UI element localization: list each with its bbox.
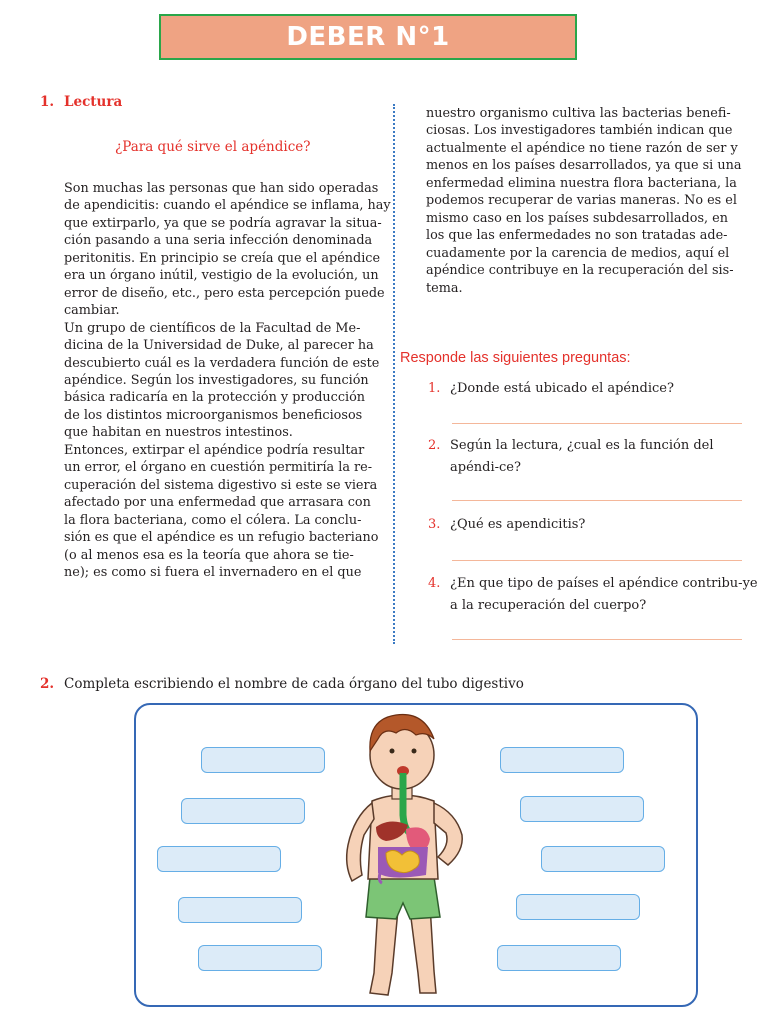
reading-title: ¿Para qué sirve el apéndice? — [115, 139, 311, 155]
reading-line: ciosas. Los investigadores también indican que — [426, 123, 733, 139]
reading-line: que habitan en nuestros intestinos. — [64, 425, 293, 441]
column-divider — [393, 104, 395, 644]
organ-label-box-right-1[interactable] — [500, 747, 624, 773]
reading-line: de los distintos microorganismos beneficiosos — [64, 407, 363, 423]
organ-label-box-right-3[interactable] — [541, 846, 665, 872]
title-banner — [159, 14, 577, 60]
reading-line: tema. — [426, 280, 463, 296]
digestive-system-boy-illustration — [330, 705, 480, 1005]
organ-label-box-left-4[interactable] — [178, 897, 302, 923]
reading-line: descubierto cuál es la verdadera función de este — [64, 355, 380, 371]
reading-line: Entonces, extirpar el apéndice podría resultar — [64, 442, 365, 458]
banner-title: DEBER N°1 — [286, 22, 450, 52]
reading-line: nuestro organismo cultiva las bacterias benefi- — [426, 106, 731, 121]
reading-line: afectado por una enfermedad que arrasara con — [64, 495, 371, 511]
reading-line: ción pasando a una seria infección denominada — [64, 233, 373, 249]
question-text: ¿En que tipo de países el apéndice contribu-ye a la recuperación del cuerpo? — [450, 576, 758, 613]
question-number: 2. — [428, 438, 441, 453]
reading-line: actualmente el apéndice no tiene razón de ser y — [426, 140, 738, 156]
organ-label-box-left-2[interactable] — [181, 798, 305, 824]
reading-left-column — [64, 180, 391, 581]
reading-line: error de diseño, etc., pero esta percepción puede — [64, 285, 385, 301]
question-text: ¿Qué es apendicitis? — [450, 517, 586, 532]
organ-label-box-right-4[interactable] — [516, 894, 640, 920]
reading-line: era un órgano inútil, vestigio de la evolución, un — [64, 268, 379, 284]
reading-line: un error, el órgano en cuestión permitiría la re- — [64, 460, 373, 476]
reading-line: peritonitis. En principio se creía que el apéndice — [64, 250, 381, 266]
reading-line: apéndice contribuye en la recuperación del sis- — [426, 263, 734, 279]
organ-label-box-left-5[interactable] — [198, 945, 322, 971]
reading-line: podemos recuperar de varias maneras. No es el — [426, 193, 737, 209]
reading-line: la flora bacteriana, como el cólera. La conclu- — [64, 512, 362, 528]
question-number: 1. — [428, 381, 441, 396]
answer-line-2[interactable] — [452, 500, 742, 501]
reading-line: apéndice. Según los investigadores, su función — [64, 372, 369, 388]
question-text: ¿Donde está ubicado el apéndice? — [450, 381, 674, 396]
reading-line: cambiar. — [64, 303, 120, 319]
reading-line: los que las enfermedades no son tratadas ade- — [426, 228, 728, 244]
section1-title: Lectura — [64, 94, 123, 110]
organ-label-box-left-1[interactable] — [201, 747, 325, 773]
reading-line: sión es que el apéndice es un refugio bacteriano — [64, 530, 379, 546]
answer-line-3[interactable] — [452, 560, 742, 561]
reading-line: cuadamente por la carencia de medios, aquí el — [426, 245, 730, 261]
reading-line: cuperación del sistema digestivo si este se viera — [64, 477, 378, 493]
organ-label-box-right-2[interactable] — [520, 796, 644, 822]
reading-line: que extirparlo, ya que se podría agravar la situa- — [64, 215, 382, 231]
reading-line: (o al menos esa es la teoría que ahora se tie- — [64, 547, 354, 563]
reading-line: dicina de la Universidad de Duke, al parecer ha — [64, 338, 374, 354]
reading-line: Son muchas las personas que han sido operadas — [64, 181, 379, 196]
reading-line: enfermedad elimina nuestra flora bacteriana, la — [426, 175, 737, 191]
reading-line: Un grupo de científicos de la Facultad de Me- — [64, 320, 361, 336]
reading-line: menos en los países desarrollados, ya que si una — [426, 158, 742, 174]
section2-number: 2. — [40, 676, 55, 692]
question-text: Según la lectura, ¿cual es la función del apéndi-ce? — [450, 438, 714, 475]
organ-label-box-right-5[interactable] — [497, 945, 621, 971]
answer-line-4[interactable] — [452, 639, 742, 640]
reading-line: mismo caso en los países subdesarrollados, en — [426, 210, 728, 226]
reading-right-column — [426, 105, 750, 297]
reading-line: básica radicaría en la protección y producción — [64, 390, 366, 406]
reading-line: ne); es como si fuera el invernadero en el que — [64, 564, 362, 580]
organ-label-box-left-3[interactable] — [157, 846, 281, 872]
section1-number: 1. — [40, 94, 55, 110]
answer-line-1[interactable] — [452, 423, 742, 424]
reading-line: de apendicitis: cuando el apéndice se inflama, hay — [64, 198, 391, 214]
section2-title: Completa escribiendo el nombre de cada órgano del tubo digestivo — [64, 676, 524, 692]
question-number: 3. — [428, 517, 441, 532]
questions-heading: Responde las siguientes preguntas: — [400, 350, 631, 366]
question-number: 4. — [428, 576, 441, 591]
